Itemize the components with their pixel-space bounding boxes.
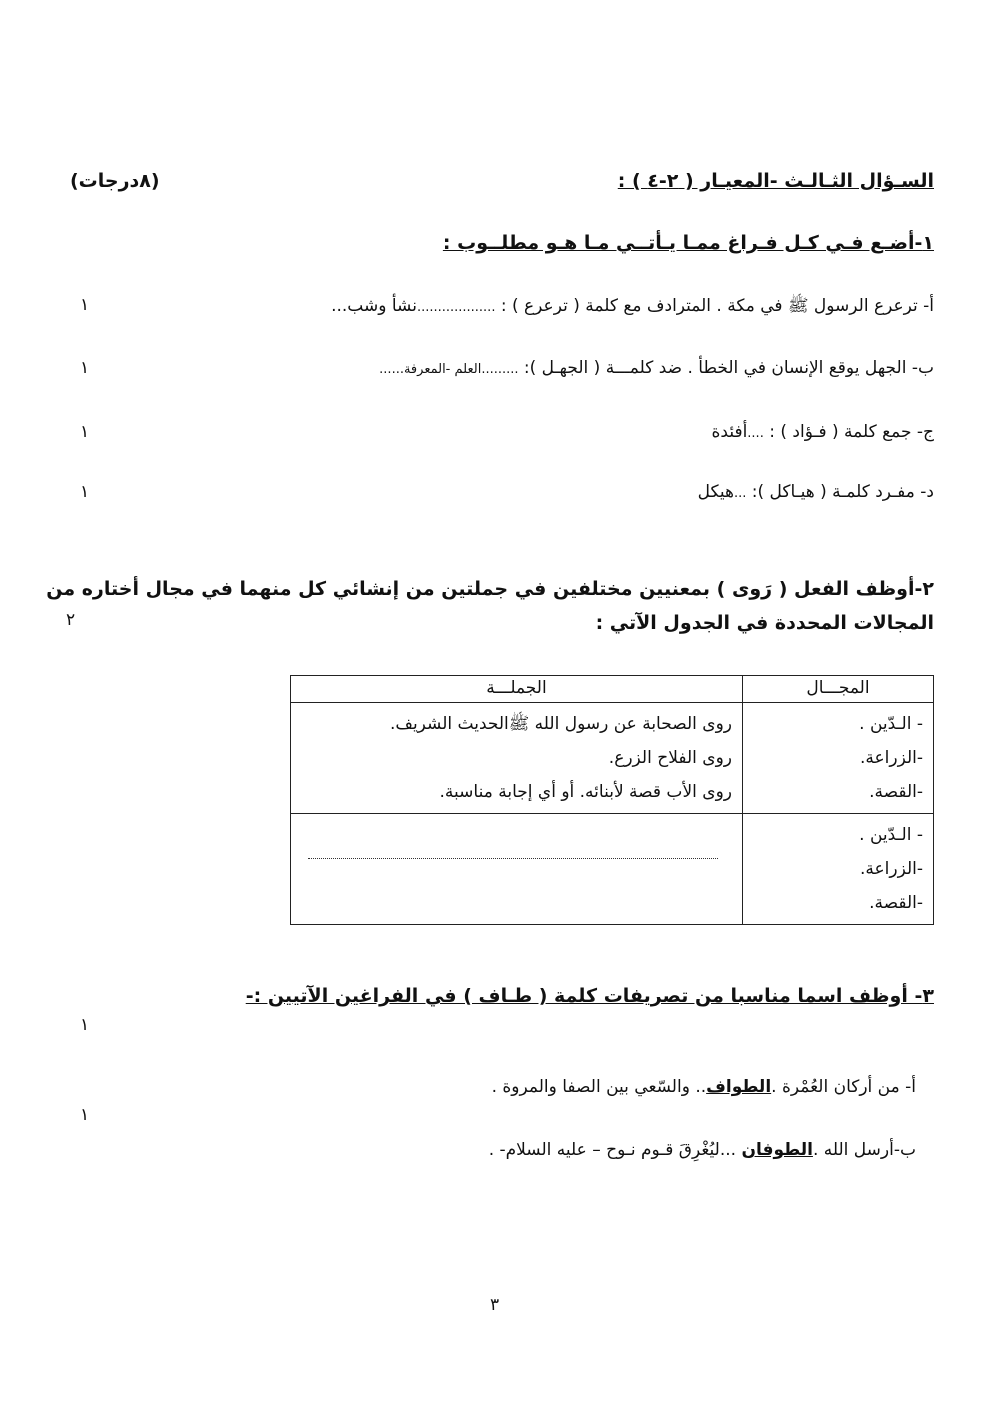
q1-item-c-prefix: ج- — [916, 422, 934, 442]
q1-item-b — [379, 358, 934, 378]
q1-item-a-answer: نشأ وشب... — [331, 296, 417, 316]
q3-item-a-answer: الطواف — [706, 1077, 772, 1097]
usage-table — [290, 675, 934, 925]
sentence-agriculture: روى الفلاح الزرع. — [608, 748, 732, 768]
field-agriculture: -الزراعة. — [859, 748, 923, 768]
q3-item-a — [492, 1077, 916, 1097]
question-2-title-line1: ٢-أوظف الفعل ( رَوى ) بمعنيين مختلفين في جملتين من إنشائي كل منهما في مجال أختاره من — [46, 578, 934, 600]
q1-item-c-text: جمع كلمة ( فـؤاد ) : — [769, 422, 912, 442]
section-marks: (٨درجات) — [70, 170, 160, 192]
q1-item-d-text: مفـرد كلمـة ( هيـاكل ): — [751, 482, 915, 502]
section-title: السـؤال الثـالـث -المعيـار ( ٢-٤ ) : — [617, 170, 934, 192]
q3-mark-b: ١ — [80, 1105, 90, 1125]
question-1-title: ١-أضـع فـي كـل فـراغ ممـا يـأتــي مـا هـو مطلــوب : — [442, 232, 934, 254]
q1-item-b-text: الجهل يوقع الإنسان في الخطأ . ضد كلمـــة ( الجهـل ): — [523, 358, 907, 378]
q1-item-c — [711, 422, 934, 442]
q3-item-a-prefix: أ- — [905, 1077, 916, 1097]
table-cell-empty-answer — [291, 814, 743, 925]
q3-item-b — [489, 1140, 916, 1160]
q3-item-b-text-after: ...ليُغْرِقَ قـوم نـوح – عليه السلام- . — [488, 1140, 742, 1160]
q1-item-d-prefix: د- — [920, 482, 934, 502]
q1-item-d-answer: هيكل — [697, 482, 734, 502]
table-header-field: المجـــال — [743, 676, 934, 703]
field-agriculture: -الزراعة. — [859, 859, 923, 879]
q1-item-a-mark: ١ — [80, 295, 90, 315]
q3-mark-a: ١ — [80, 1015, 90, 1035]
q3-item-b-text-before: أرسل الله . — [812, 1140, 894, 1160]
q1-item-a-prefix: أ- — [923, 296, 934, 316]
q3-item-b-prefix: ب- — [893, 1140, 916, 1160]
question-3-title: ٣- أوظف اسما مناسبا من تصريفات كلمة ( طـاف ) في الفراغين الآتيين :- — [245, 985, 934, 1007]
page-number: ٣ — [490, 1295, 500, 1315]
q3-item-a-text-after: .. والسّعي بين الصفا والمروة . — [491, 1077, 707, 1097]
q1-item-b-answer: العلم -المعرفة...... — [379, 362, 482, 377]
field-story: -القصة. — [869, 782, 923, 802]
field-religion: - الـدّين . — [859, 825, 923, 845]
q1-item-d-blank: ... — [733, 486, 747, 501]
q1-item-d-mark: ١ — [80, 482, 90, 502]
q1-item-c-mark: ١ — [80, 422, 90, 442]
q1-item-b-prefix: ب- — [911, 358, 934, 378]
q1-item-a-text: ترعرع الرسول ﷺ في مكة . المترادف مع كلمة ( ترعرع ) : — [500, 296, 918, 316]
q1-item-b-mark: ١ — [80, 358, 90, 378]
table-row — [291, 814, 934, 925]
q2-mark: ٢ — [66, 610, 76, 630]
answer-dotted-line — [308, 842, 718, 859]
q3-item-b-answer: الطوفان — [741, 1140, 813, 1160]
q1-item-b-blank: ......... — [481, 362, 519, 377]
table-cell-fields — [743, 703, 934, 814]
q1-item-a — [331, 295, 934, 320]
q1-item-d — [698, 482, 934, 502]
field-religion: - الـدّين . — [859, 714, 923, 734]
q1-item-c-blank: .... — [747, 426, 764, 441]
sentence-religion: روى الصحابة عن رسول الله ﷺالحديث الشريف. — [389, 714, 732, 734]
table-cell-sentences — [291, 703, 743, 814]
question-2-title-line2: المجالات المحددة في الجدول الآتي : — [595, 612, 934, 634]
table-cell-fields — [743, 814, 934, 925]
sentence-story: روى الأب قصة لأبنائه. أو أي إجابة مناسبة. — [439, 782, 732, 802]
field-story: -القصة. — [869, 893, 923, 913]
table-row — [291, 703, 934, 814]
table-header-sentence: الجملـــة — [291, 676, 743, 703]
q3-item-a-text-before: من أركان العُمْرة . — [771, 1077, 900, 1097]
q1-item-c-answer: أفئدة — [711, 422, 748, 442]
q1-item-a-blank: ................... — [416, 300, 496, 315]
table-header-row — [291, 676, 934, 703]
